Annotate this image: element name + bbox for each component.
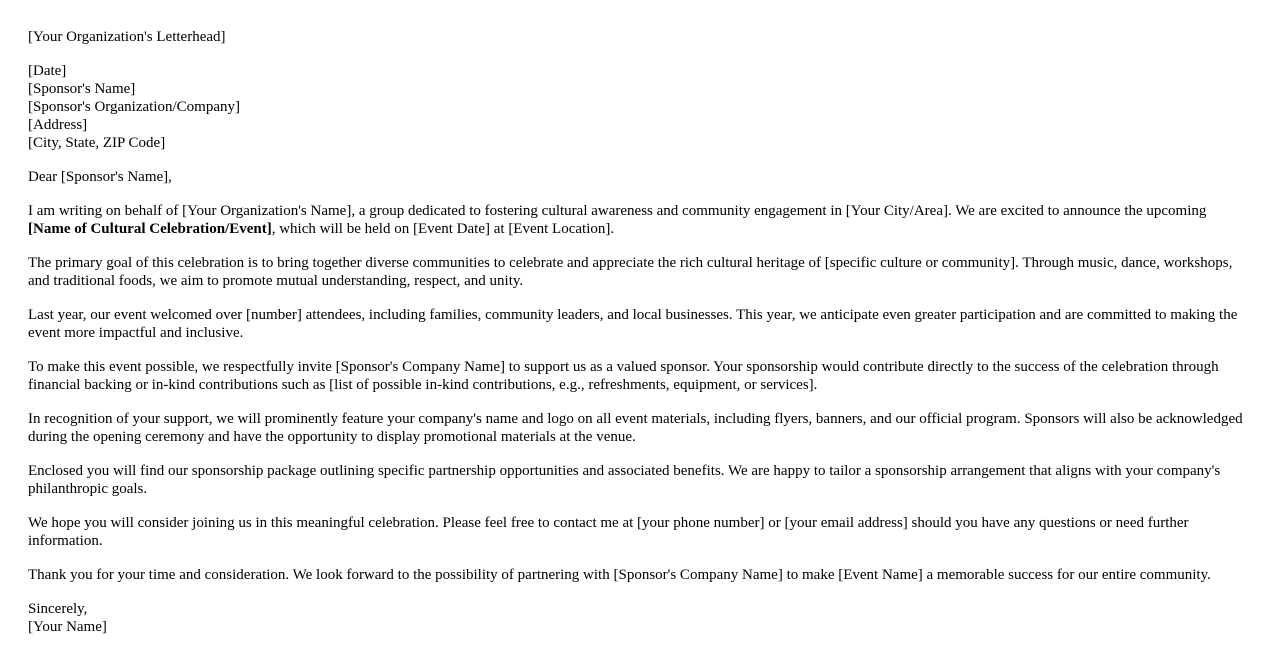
salutation: Dear [Sponsor's Name],: [28, 169, 172, 185]
event-name-bold: [Name of Cultural Celebration/Event]: [28, 221, 272, 237]
letter-document: [28, 28, 1250, 652]
thank-you-paragraph: Thank you for your time and consideration. We look forward to the possibility of partnering with [Sponsor's Company Name] to make [Event Name] a memorable success for our entire community.: [28, 567, 1211, 583]
signature: [Your Name]: [28, 619, 107, 635]
intro-text-before: I am writing on behalf of [Your Organization's Name], a group dedicated to fostering cultural awareness and community engagement in [Your City/Area]. We are excited to announce the upcoming: [28, 203, 1207, 219]
intro-paragraph: [28, 202, 1250, 238]
last-year-paragraph: Last year, our event welcomed over [number] attendees, including families, community leaders, and local businesses. This year, we anticipate even greater participation and are committed to making the event more impactful and inclusive.: [28, 307, 1238, 341]
city-state-zip-line: [City, State, ZIP Code]: [28, 135, 166, 151]
address-block: [28, 62, 1250, 152]
sponsorship-invite-paragraph: To make this event possible, we respectfully invite [Sponsor's Company Name] to support us as a valued sponsor. Your sponsorship would contribute directly to the success of the celebration through financial backing or in-kind contributions such as [list of possible in-kind contributions, e.g., refreshments, equipment, or services].: [28, 359, 1219, 393]
intro-text-after: , which will be held on [Event Date] at [Event Location].: [271, 221, 615, 237]
sponsor-organization-line: [Sponsor's Organization/Company]: [28, 99, 240, 115]
address-line: [Address]: [28, 117, 88, 133]
contact-paragraph: We hope you will consider joining us in this meaningful celebration. Please feel free to contact me at [your phone number] or [your email address] should you have any questions or need further information.: [28, 515, 1189, 549]
goal-paragraph: The primary goal of this celebration is to bring together diverse communities to celebrate and appreciate the rich cultural heritage of [specific culture or community]. Through music, dance, workshops, and traditional foods, we aim to promote mutual understanding, respect, and unity.: [28, 255, 1233, 289]
closing-block: [28, 600, 1250, 636]
enclosure-paragraph: Enclosed you will find our sponsorship package outlining specific partnership opportunities and associated benefits. We are happy to tailor a sponsorship arrangement that aligns with your company's philanthropic goals.: [28, 463, 1221, 497]
date-line: [Date]: [28, 63, 67, 79]
letterhead: [Your Organization's Letterhead]: [28, 29, 226, 45]
recognition-paragraph: In recognition of your support, we will prominently feature your company's name and logo on all event materials, including flyers, banners, and our official program. Sponsors will also be acknowledged during the opening ceremony and have the opportunity to display promotional materials at the venue.: [28, 411, 1243, 445]
closing: Sincerely,: [28, 601, 88, 617]
sponsor-name-line: [Sponsor's Name]: [28, 81, 136, 97]
